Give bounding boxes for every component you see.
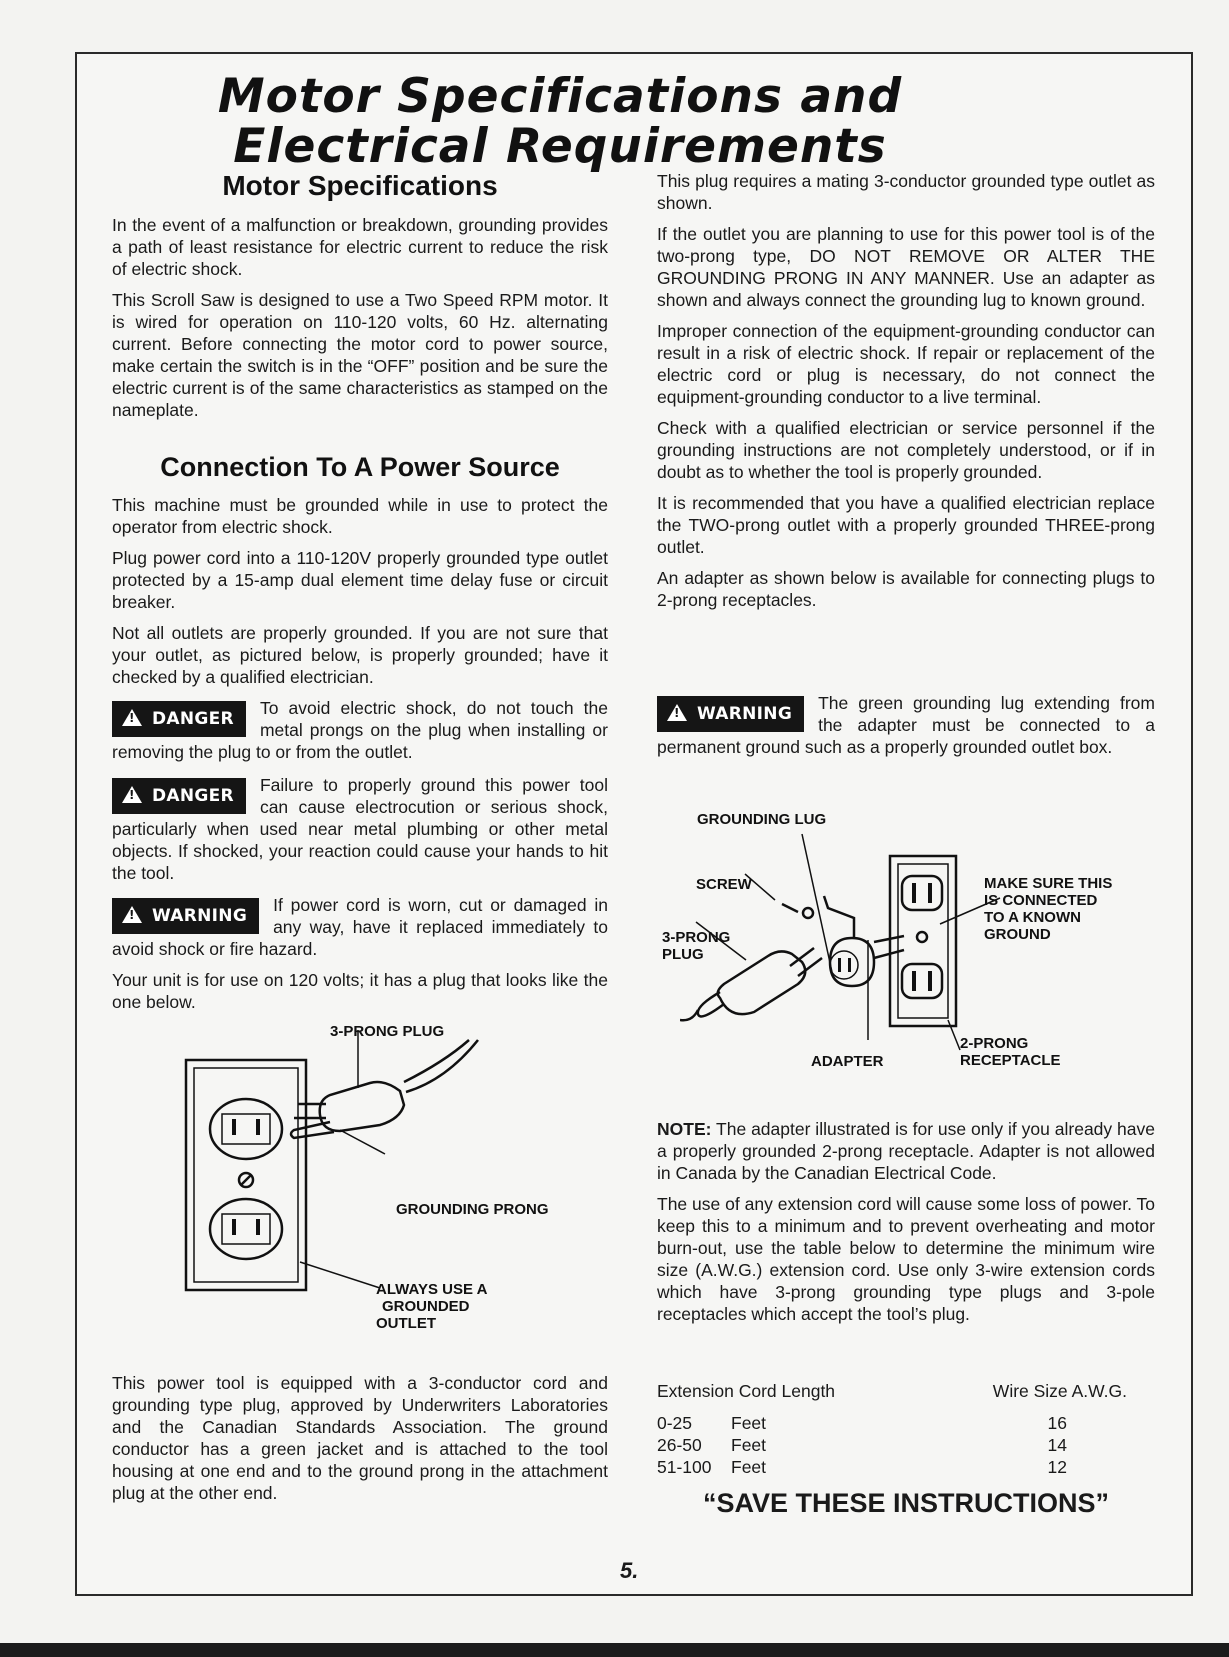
- label-adapter: ADAPTER: [811, 1053, 884, 1070]
- right-p5: It is recommended that you have a qualified electrician replace the TWO-prong outlet with a properly grounded THREE-prong outlet.: [657, 493, 1155, 557]
- wire-size-table: [657, 1380, 1127, 1478]
- danger-badge: !DANGER: [112, 778, 246, 814]
- connection-p2: Plug power cord into a 110-120V properly grounded type outlet protected by a 15-amp dual element time delay fuse or circuit breaker.: [112, 548, 608, 612]
- motor-specs-p2: This Scroll Saw is designed to use a Two Speed RPM motor. It is wired for operation on 110-120 volts, 60 Hz. alternating current. Before connecting the motor cord to power source, make certain the switch is in the “OFF” position and be sure the electric current is of the same characteristics as stamped on the nameplate.: [112, 290, 608, 420]
- label-grounding-prong: GROUNDING PRONG: [396, 1201, 549, 1218]
- danger-notice-1: [112, 697, 608, 763]
- danger-text-1: To avoid electric shock, do not touch the metal prongs on the plug when installing or removing the plug to or from the outlet.: [112, 698, 608, 762]
- label-grounding-lug: GROUNDING LUG: [697, 811, 827, 828]
- page-title: [150, 69, 970, 174]
- right-p4: Check with a qualified electrician or service personnel if the grounding instructions are not completely understood, or if in doubt as to whether the tool is properly grounded.: [657, 418, 1155, 482]
- connection-p1: This machine must be grounded while in use to protect the operator from electric shock.: [112, 495, 608, 537]
- right-p2: If the outlet you are planning to use for this power tool is of the two-prong type, DO NOT REMOVE OR ALTER THE GROUNDING PRONG IN ANY MANNER. Use an adapter as shown and always connect the grounding lug to known ground.: [657, 224, 1155, 310]
- scan-edge: [0, 1643, 1229, 1657]
- motor-specs-heading: Motor Specifications: [222, 170, 498, 201]
- table-header-row: [657, 1380, 1127, 1402]
- motor-specs-p1: In the event of a malfunction or breakdown, grounding provides a path of least resistance for electric current to reduce the risk of electric shock.: [112, 215, 608, 279]
- warning-notice-1: [112, 894, 608, 960]
- label-screw: SCREW: [696, 876, 752, 893]
- right-p1: This plug requires a mating 3-conductor grounded type outlet as shown.: [657, 171, 1155, 213]
- right-p6: An adapter as shown below is available for connecting plugs to 2-prong receptacles.: [657, 568, 1155, 610]
- table-row: 0-25 Feet 16: [657, 1413, 1067, 1433]
- header-wire-size: Wire Size A.W.G.: [992, 1381, 1127, 1401]
- title-line-2: Electrical Requirements: [233, 119, 887, 174]
- header-cord-length: Extension Cord Length: [657, 1381, 836, 1401]
- table-row: 51-100 Feet 12: [657, 1457, 1067, 1477]
- right-p3: Improper connection of the equipment-grounding conductor can result in a risk of electric shock. If repair or replacement of the electric cord or plug is necessary, do not connect the equipment-grounding conductor to a live terminal.: [657, 321, 1155, 407]
- warning-triangle-icon: [122, 906, 142, 923]
- note-label: NOTE:: [657, 1119, 712, 1139]
- label-grounded-outlet: ALWAYS USE A GROUNDED OUTLET: [376, 1281, 488, 1332]
- note-paragraph: [657, 1118, 1155, 1184]
- warning-triangle-icon: [122, 709, 142, 726]
- extension-cord-paragraph: The use of any extension cord will cause some loss of power. To keep this to a minimum and to prevent overheating and motor burn-out, use the table below to determine the minimum wire size (A.W.G.) extension cord. Use only 3-wire extension cords which have 3-prong grounding type plugs and 3-pole receptacles which accept the tool’s plug.: [657, 1194, 1155, 1324]
- label-3-prong-plug-2: 3-PRONG PLUG: [662, 929, 731, 963]
- note-text: The adapter illustrated is for use only if you already have a properly grounded 2-prong receptacle. Adapter is not allowed in Canada by the Canadian Electrical Code.: [657, 1119, 1155, 1183]
- warning-notice-2: [657, 692, 1155, 758]
- page-number: 5.: [620, 1558, 639, 1583]
- table-row: 26-50 Feet 14: [657, 1435, 1067, 1455]
- connection-p3: Not all outlets are properly grounded. If you are not sure that your outlet, as pictured below, is properly grounded; have it checked by a qualified electrician.: [112, 623, 608, 687]
- danger-text-2: Failure to properly ground this power tool can cause electrocution or serious shock, particularly when used near metal plumbing or other metal objects. If shocked, your reaction could cause your hands to hit the tool.: [112, 775, 608, 883]
- danger-notice-2: [112, 774, 608, 884]
- warning-triangle-icon: [122, 786, 142, 803]
- connection-p4: Your unit is for use on 120 volts; it has a plug that looks like the one below.: [112, 970, 608, 1012]
- title-line-1: Motor Specifications and: [217, 69, 903, 124]
- connection-heading: Connection To A Power Source: [160, 452, 560, 482]
- warning-badge: !WARNING: [112, 898, 259, 934]
- danger-badge: !DANGER: [112, 701, 246, 737]
- warning-text-1: If power cord is worn, cut or damaged in any way, have it replaced immediately to avoid shock or fire hazard.: [112, 895, 608, 959]
- label-make-sure: MAKE SURE THIS IS CONNECTED TO A KNOWN GROUND: [984, 875, 1113, 943]
- warning-triangle-icon: [667, 704, 687, 721]
- label-3-prong-plug: 3-PRONG PLUG: [330, 1023, 445, 1040]
- save-instructions: “SAVE THESE INSTRUCTIONS”: [702, 1488, 1110, 1518]
- warning-text-2: The green grounding lug extending from the adapter must be connected to a permanent ground such as a properly grounded outlet box.: [657, 693, 1155, 757]
- left-bottom-paragraph: This power tool is equipped with a 3-conductor cord and grounding type plug, approved by Underwriters Laboratories and the Canadian Standards Association. The ground conductor has a green jacket and is attached to the tool housing at one end and to the ground prong in the attachment plug at the other end.: [112, 1373, 608, 1503]
- warning-badge: !WARNING: [657, 696, 804, 732]
- label-2-prong-receptacle: 2-PRONG RECEPTACLE: [960, 1035, 1061, 1069]
